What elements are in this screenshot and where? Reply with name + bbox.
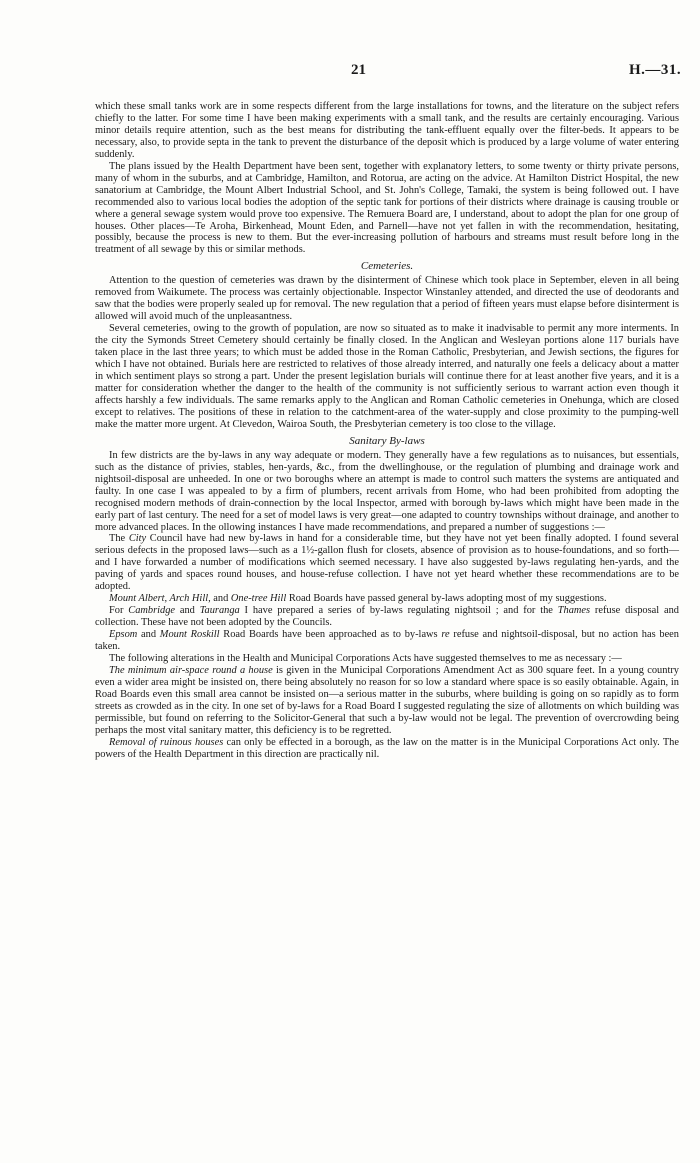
text-run: The [109,533,129,545]
italic-text: Thames [557,605,591,617]
text-run: and [137,629,160,641]
italic-text: Epsom [109,629,138,641]
text-run: For [109,605,129,617]
text-run: which these small tanks work are in some respects different from the large installations for towns, and the literature on the subject refers chiefly to the latter. For some time I have been making experiments with a small tank, and the results are certainly encouraging. Various minor details require attention, such as the best means for distributing the tank-effluent equally over the filter-beds. It appears to be necessary, also, to provide septa in the tank to prevent the disturbance of the deposit which is produced by a large volume of water entering suddenly. [95,101,679,160]
document-reference: H.—31. [629,62,682,78]
text-run: and [175,605,200,617]
italic-text: Removal of ruinous houses [109,736,224,748]
italic-text: City [128,533,147,545]
text-run: Council have had new by-laws in hand for a considerable time, but they have not yet been finally adopted. I found several serious defects in the proposed laws—such as a 1½-gallon flush for closets, absence of provision as to house-foundations, and so forth—and I have forwarded a number of modifications which seemed necessary. I have also suggested by-laws regulating hen-yards, and the paving of yards and spaces round houses, and house-refuse collection. I have not yet heard whether these recommendations are to be adopted. [95,533,679,593]
italic-text: Mount Roskill [159,629,220,641]
text-run: refuse disposal and collection. These have not been adopted by the Councils. [95,605,679,629]
text-run: can only be effected in a borough, as the law on the matter is in the Municipal Corporations Act only. The powers of the Health Department in this direction are practically nil. [95,736,679,760]
text-run: Road Boards have passed general by-laws adopting most of my suggestions. [286,593,607,605]
paragraph [95,101,679,161]
text-run: refuse and nightsoil-disposal, but no action has been taken. [95,629,679,653]
section-heading: Sanitary By-laws [349,434,425,447]
italic-text: Cambridge [128,605,176,617]
paragraph [95,161,679,257]
paragraph [95,533,679,593]
paragraph [95,737,679,761]
text-run: In few districts are the by-laws in any way adequate or modern. They generally have a few regulations as to nuisances, but essentials, such as the distance of privies, stables, hen-yards, &c., from the dwellinghouse, or the regulation of plumbing and drainage work and nightsoil-disposal are unheeded. In one or two boroughs where an attempt is made to control such matters the systems are antiquated and faulty. In one case I was appealed to by a firm of plumbers, recent arrivals from Home, who had been prohibited from adopting the recognised modern methods of drain-connection by the local Inspector, armed with borough by-laws which might have been made in the early part of last century. The need for a set of model laws is very great—one adapted to country townships without drainage, and another to more advanced places. In the ollowing instances I have made recommendations, and prepared a number of suggestions :— [95,449,679,533]
paragraph [95,450,679,534]
italic-text: The minimum air-space round a house [109,664,273,676]
text-run: I have prepared a series of by-laws regulating nightsoil ; and for the [239,605,558,617]
paragraph [95,665,679,737]
section-heading: Cemeteries. [360,260,414,273]
text-run: Attention to the question of cemeteries was drawn by the disinterment of Chinese which took place in September, eleven in all being removed from Waikumete. The process was certainly objectionable. Inspector Winstanley attended, and directed the use of deodorants and saw that the bodies were properly sealed up for removal. The new regulation that a period of fifteen years must elapse before disinterment is allowed will avoid much of the unpleasantness. [95,275,679,323]
text-run: Several cemeteries, owing to the growth of population, are now so situated as to make it inadvisable to permit any more interments. In the city the Symonds Street Cemetery should certainly be finally closed. In the Anglican and Wesleyan portions alone 117 burials have taken place in the last three years; to which must be added those in the Roman Catholic, Presbyterian, and Jewish sections, the figures for which I have not obtained. Burials here are restricted to relatives of those already interred, and naturally one feels a delicacy about a matter in which sentiment plays so strong a part. Under the present legislation burials will continue there for at least another five years, and it is a matter for consideration whether the danger to the health of the community is not sufficiently serious to warrant action even though it affects harshly a few individuals. The same remarks apply to the Anglican and Roman Catholic cemeteries in Onehunga, which are closed except to relatives. The positions of these in relation to the catchment-area of the water-supply and close proximity to the pumping-well make the matter more urgent. At Clevedon, Wairoa South, the Presbyterian cemetery is too close to the village. [95,323,679,430]
text-run: Road Boards have been approached as to by-laws [219,629,442,641]
paragraph [95,629,679,653]
italic-text: Mount Albert, Arch Hill, [109,593,211,605]
paragraph [95,323,679,431]
italic-text: One-tree Hill [230,593,287,605]
text-run: is given in the Municipal Corporations Amendment Act as 300 square feet. In a young country even a wider area might be insisted on, there being absolutely no reason for so low a standard where space is so easily obtainable. Again, in Road Boards even this small area cannot be insisted on—a serious matter in the suburbs, where building is going on so rapidly as to form streets as crowded as in the city. In one set of by-laws for a Road Board I suggested regulating the size of allotments on which building was permissible, but found on referring to the Solicitor-General that such a by-law would not be legal. The prevention of overcrowding being perhaps the most vital sanitary matter, this deficiency is to be regretted. [95,664,679,736]
paragraph [95,653,679,665]
paragraph [95,593,679,605]
body-text [95,101,679,761]
text-run: and [210,593,231,605]
text-run: The plans issued by the Health Department have been sent, together with explanatory letters, to some twenty or thirty private persons, many of whom in the suburbs, and at Cambridge, Hamilton, and Rotorua, are acting on the advice. At Hamilton District Hospital, the new sanatorium at Cambridge, the Mount Albert Industrial School, and St. John's College, Tamaki, the system is being followed out. I have recommended also to various local bodies the adoption of the septic tank for portions of their districts where drainage is causing trouble or where a general sewage system would prove too expensive. The Remuera Board are, I understand, about to adopt the plan for one group of houses. Other places—Te Aroha, Birkenhead, Mount Eden, and Parnell—have not yet fallen in with the recommendation, hesitating, possibly, because the process is new to them. But the ever-increasing pollution of harbours and streams must result before long in the treatment of all sewage by this or similar methods. [95,160,679,256]
text-run: The following alterations in the Health and Municipal Corporations Acts have suggested themselves to me as necessary :— [109,652,622,664]
paragraph [95,275,679,323]
italic-text: Tauranga [199,605,240,617]
page-number: 21 [351,62,366,78]
paragraph [95,605,679,629]
italic-text: re [441,629,450,641]
